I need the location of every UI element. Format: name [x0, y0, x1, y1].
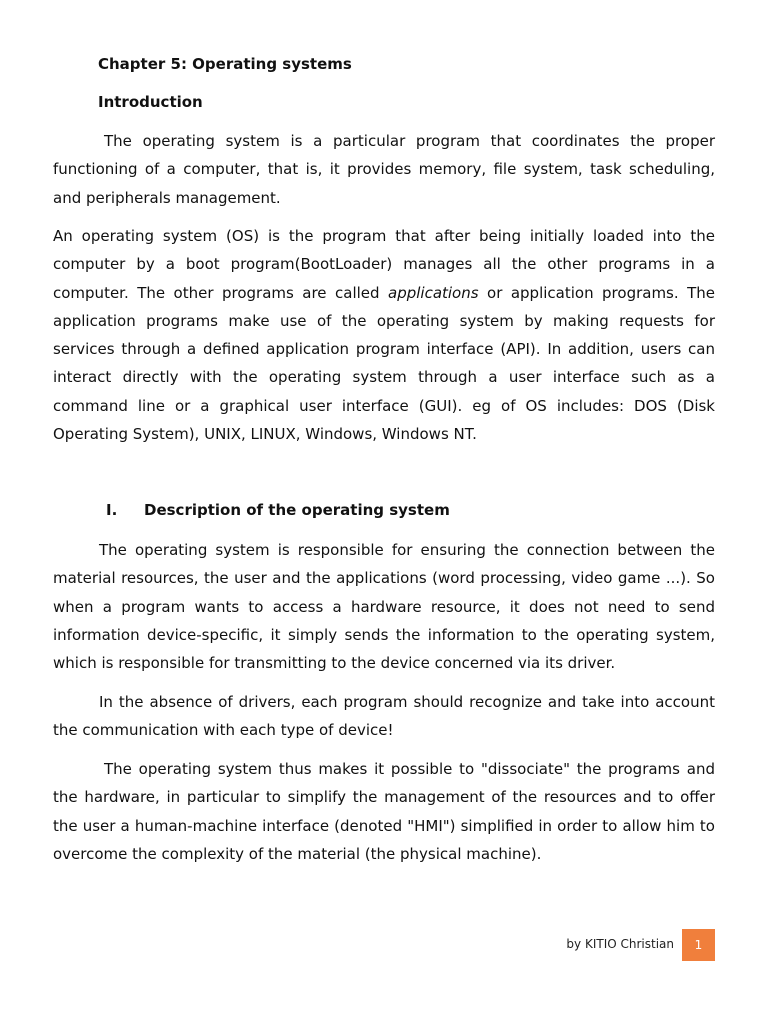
section-1-paragraph-3: The operating system thus makes it possible to "dissociate" the programs and the hardware, in particular to simplify the management of the resources and to offer the user a human-machine interface (denoted "HMI") simplified in order to allow him to overcome the complexity of the material (the physical machine).	[53, 760, 715, 863]
chapter-title: Chapter 5: Operating systems	[98, 55, 352, 73]
section-1-title: Description of the operating system	[144, 501, 450, 519]
page-number-badge: 1	[682, 929, 715, 961]
section-1-paragraph-2: In the absence of drivers, each program should recognize and take into account the communication with each type of device!	[53, 693, 715, 740]
introduction-heading: Introduction	[98, 93, 203, 111]
section-1-number: I.	[106, 501, 118, 519]
section-1-paragraph-1: The operating system is responsible for ensuring the connection between the material resources, the user and the applications (word processing, video game ...). So when a program wants to access a hardware resource, it does not need to send information device-specific, it simply sends the information to the operating system, which is responsible for transmitting to the device concerned via its driver.	[53, 541, 715, 673]
intro-paragraph-2	[53, 222, 715, 448]
footer-author: by KITIO Christian	[566, 937, 674, 951]
section-1-heading	[106, 501, 450, 519]
intro-paragraph-2-text-a: An operating system (OS) is the program that after being initially loaded into the computer by a boot program(BootLoader) manages all the other programs in a computer. The other programs are called	[53, 227, 715, 302]
intro-paragraph-2-text-b: or application programs. The application programs make use of the operating system by making requests for services through a defined application program interface (API). In addition, users can interact directly with the operating system through a user interface such as a command line or a graphical user interface (GUI). eg of OS includes: DOS (Disk Operating System), UNIX, LINUX, Windows, Windows NT.	[53, 283, 716, 444]
intro-paragraph-1: The operating system is a particular program that coordinates the proper functioning of a computer, that is, it provides memory, file system, task scheduling, and peripherals management.	[53, 132, 715, 207]
applications-italic-term: applications	[388, 283, 479, 302]
